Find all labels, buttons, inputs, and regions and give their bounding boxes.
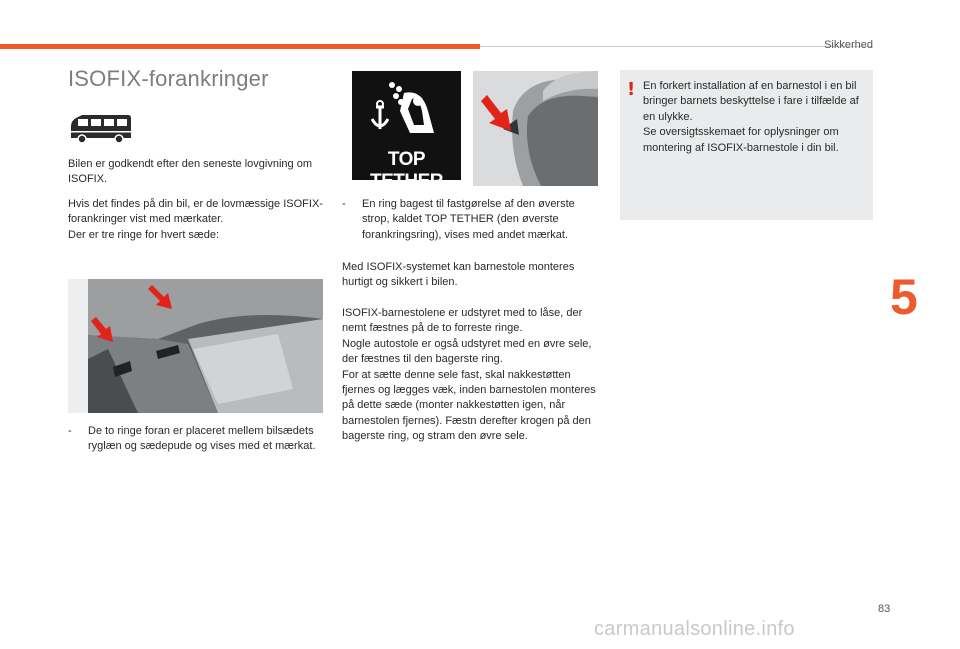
top-tether-label-text: TOP TETHER bbox=[370, 149, 443, 192]
page-number: 83 bbox=[878, 603, 891, 615]
isofix-system-text: Med ISOFIX-systemet kan barnestole monteres hurtigt og sikkert i bilen. bbox=[342, 261, 575, 289]
warning-line-1: En forkert installation af en barnestol i en bil bringer barnets beskyttelse i fare i tilfælde af en ulykke. bbox=[643, 80, 859, 123]
bullet-dash: - bbox=[68, 425, 72, 437]
warning-icon: ! bbox=[627, 79, 636, 100]
page-title: ISOFIX-forankringer bbox=[68, 66, 269, 91]
intro-text-1: Bilen er godkendt efter den seneste lovgivning om ISOFIX. bbox=[68, 158, 312, 186]
seat-anchor-photo bbox=[68, 279, 323, 413]
warning-text bbox=[643, 79, 865, 156]
bullet-dash: - bbox=[342, 198, 346, 210]
header-rule bbox=[480, 46, 873, 47]
chapter-number: 5 bbox=[890, 269, 918, 325]
header-accent-bar bbox=[0, 44, 480, 49]
isofix-seat-description bbox=[342, 306, 602, 445]
section-name: Sikkerhed bbox=[824, 39, 873, 51]
bullet-top-tether bbox=[342, 197, 599, 243]
intro-text-3: Der er tre ringe for hvert sæde: bbox=[68, 229, 220, 241]
child-seat-icon bbox=[352, 71, 461, 151]
headrest-anchor-photo bbox=[473, 71, 598, 186]
intro-text-2: Hvis det findes på din bil, er de lovmæssige ISOFIX-forankringer vist med mærkater. bbox=[68, 198, 323, 226]
warning-line-2: Se oversigtsskemaet for oplysninger om montering af ISOFIX-barnestole i din bil. bbox=[643, 126, 839, 154]
van-icon bbox=[68, 112, 134, 144]
bullet-front-rings bbox=[68, 424, 323, 455]
bullet-top-tether-text: En ring bagest til fastgørelse af den øverste strop, kaldet TOP TETHER (den øverste forankringsring), vises med andet mærkat. bbox=[362, 198, 575, 241]
headrest-instruction-text: For at sætte denne sele fast, skal nakkestøtten fjernes og lægges væk, inden barnestolen monteres på dette sæde (monter nakkestøtten igen, når barnestolen fjernes). Fæstn derefter krogen på den bagerste ring, og stram den øvre sele. bbox=[342, 368, 596, 443]
locks-text: ISOFIX-barnestolene er udstyret med to låse, der nemt fæstnes på de to forreste ringe. bbox=[342, 307, 583, 335]
watermark: carmanualsonline.info bbox=[594, 618, 795, 640]
bullet-front-rings-text: De to ringe foran er placeret mellem bilsædets ryglæn og sædepude og vises med et mærkat. bbox=[88, 425, 316, 453]
upper-strap-text: Nogle autostole er også udstyret med en øvre sele, der fæstnes til den bagerste ring. bbox=[342, 337, 592, 366]
top-tether-label-image bbox=[352, 71, 461, 192]
